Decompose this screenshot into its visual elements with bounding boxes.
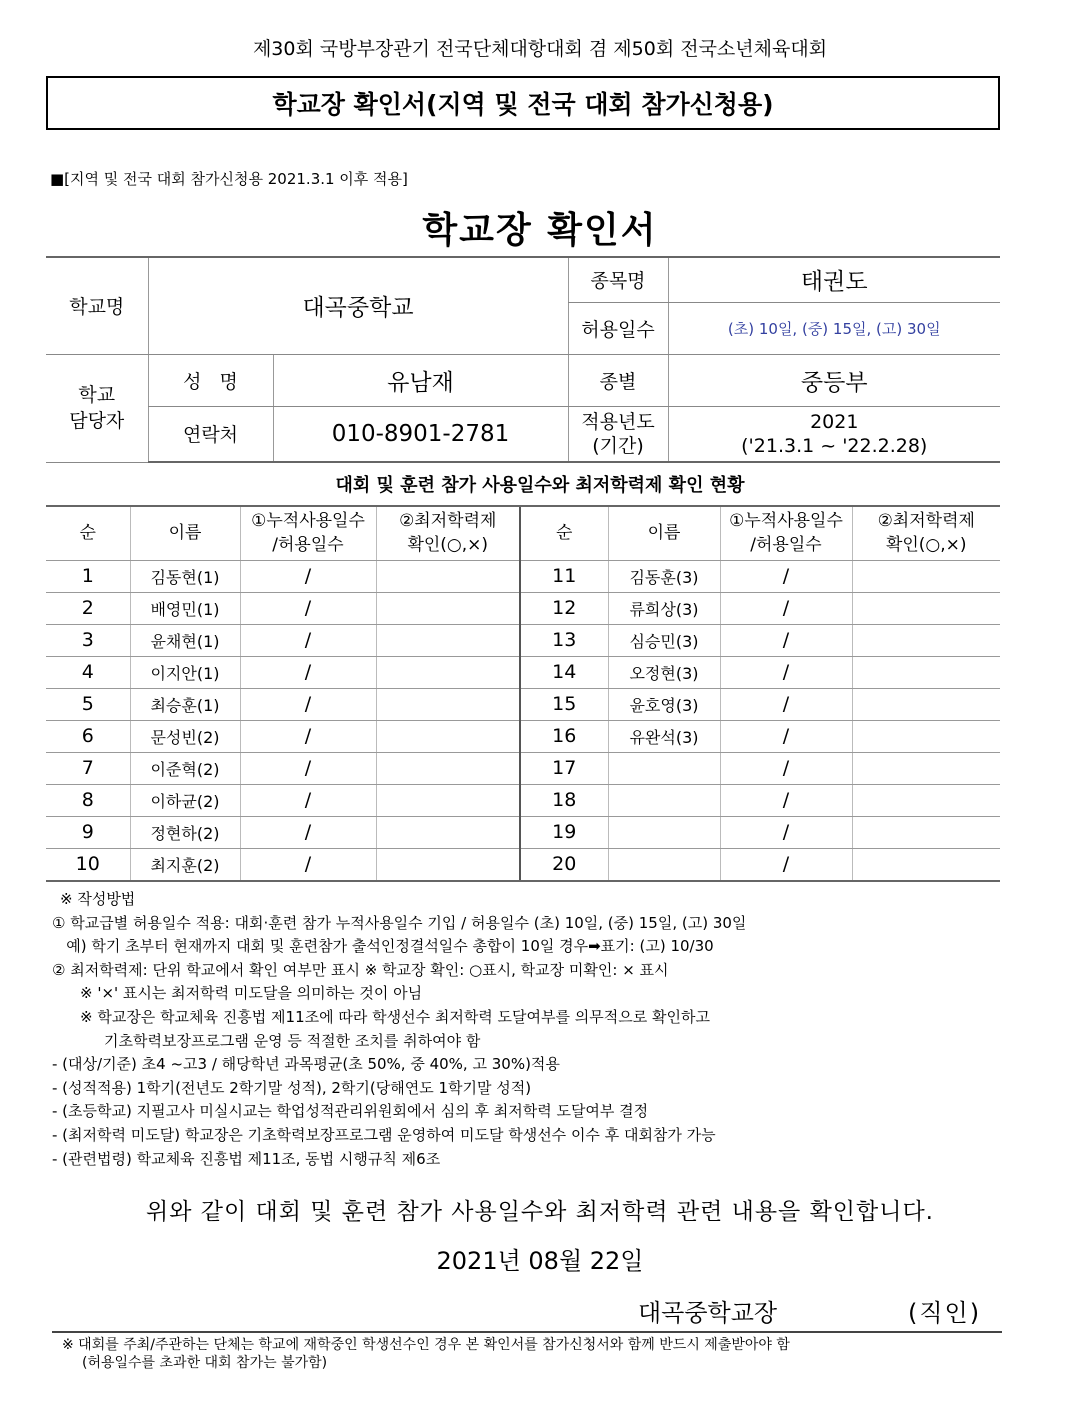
student-name-cell: 유완석(3): [608, 720, 720, 752]
table-row: [46, 816, 1000, 848]
info-table: [46, 256, 1000, 463]
grade-check-cell: [852, 848, 1000, 881]
grade-check-cell: [376, 656, 520, 688]
row-number-cell: 7: [46, 752, 130, 784]
allowed-days-label: 허용일수: [568, 302, 668, 354]
instruction-line: ② 최저학력제: 단위 학교에서 확인 여부만 표시 ※ 학교장 확인: ○표시, 학교장 미확인: × 표시: [52, 960, 669, 979]
student-name-cell: 이하균(2): [130, 784, 240, 816]
col-header-check: ②최저학력제 확인(○,×): [376, 506, 520, 560]
school-value: 대곡중학교: [148, 257, 568, 354]
event-line: 제30회 국방부장관기 전국단체대항대회 겸 제50회 전국소년체육대회: [252, 38, 828, 60]
days-used-cell: /: [720, 816, 852, 848]
days-used-cell: /: [720, 720, 852, 752]
instruction-line: ① 학교급별 허용일수 적용: 대회·훈련 참가 누적사용일수 기입 / 허용일수 (초) 10일, (중) 15일, (고) 30일: [52, 913, 747, 932]
days-used-cell: /: [240, 816, 376, 848]
row-number-cell: 3: [46, 624, 130, 656]
student-name-cell: [608, 816, 720, 848]
row-number-cell: 5: [46, 688, 130, 720]
row-number-cell: 6: [46, 720, 130, 752]
sport-label: 종목명: [568, 257, 668, 302]
instruction-line: - (성적적용) 1학기(전년도 2학기말 성적), 2학기(당해연도 1학기말 성적): [52, 1078, 532, 1097]
grade-check-cell: [376, 688, 520, 720]
col-header-days: ①누적사용일수 /허용일수: [240, 506, 376, 560]
student-name-cell: 김동현(1): [130, 560, 240, 592]
col-header-no: 순: [46, 506, 130, 560]
days-used-cell: /: [240, 720, 376, 752]
grade-check-cell: [852, 784, 1000, 816]
row-number-cell: 12: [520, 592, 608, 624]
student-name-cell: [608, 752, 720, 784]
instructions-heading: ※ 작성방법: [60, 890, 136, 908]
table-row: [46, 848, 1000, 881]
instruction-line: 기초학력보장프로그램 운영 등 적절한 조치를 취하여야 함: [104, 1031, 481, 1050]
row-number-cell: 15: [520, 688, 608, 720]
row-number-cell: 8: [46, 784, 130, 816]
days-used-cell: /: [240, 560, 376, 592]
grade-check-cell: [376, 752, 520, 784]
row-number-cell: 13: [520, 624, 608, 656]
grade-check-cell: [852, 688, 1000, 720]
row-number-cell: 4: [46, 656, 130, 688]
grade-check-cell: [852, 560, 1000, 592]
grade-check-cell: [852, 656, 1000, 688]
student-name-cell: 이지안(1): [130, 656, 240, 688]
contact-value: 010-8901-2781: [273, 406, 568, 462]
student-name-cell: 배영민(1): [130, 592, 240, 624]
issue-date: 2021년 08월 22일: [436, 1247, 644, 1275]
days-used-cell: /: [720, 624, 852, 656]
allowed-days-value: (초) 10일, (중) 15일, (고) 30일: [668, 302, 1000, 354]
row-number-cell: 19: [520, 816, 608, 848]
col-header-check: ②최저학력제 확인(○,×): [852, 506, 1000, 560]
division-label: 종별: [568, 354, 668, 406]
applied-note: ■[지역 및 전국 대회 참가신청용 2021.3.1 이후 적용]: [50, 170, 408, 188]
days-used-cell: /: [720, 688, 852, 720]
footer-note: [62, 1336, 1022, 1372]
seal-mark: (직인): [908, 1299, 982, 1327]
confirmation-statement: 위와 같이 대회 및 훈련 참가 사용일수와 최저학력 관련 내용을 확인합니다.: [146, 1199, 934, 1225]
table-row: [46, 784, 1000, 816]
grade-check-cell: [852, 816, 1000, 848]
table-row: [46, 592, 1000, 624]
manager-name-label: 성 명: [148, 354, 273, 406]
table-row: [46, 560, 1000, 592]
grade-check-cell: [376, 848, 520, 881]
student-name-cell: 최승훈(1): [130, 688, 240, 720]
school-label: 학교명: [46, 257, 148, 354]
days-used-cell: /: [240, 656, 376, 688]
manager-name-value: 유남재: [273, 354, 568, 406]
grade-check-cell: [852, 624, 1000, 656]
signer: 대곡중학교장: [638, 1299, 778, 1327]
grade-check-cell: [852, 592, 1000, 624]
days-used-cell: /: [720, 752, 852, 784]
days-used-cell: /: [720, 784, 852, 816]
document-title-box: [46, 76, 1000, 130]
row-number-cell: 11: [520, 560, 608, 592]
student-name-cell: 이준혁(2): [130, 752, 240, 784]
student-name-cell: 문성빈(2): [130, 720, 240, 752]
table-row: [46, 752, 1000, 784]
period-label: 적용년도 (기간): [568, 406, 668, 462]
student-name-cell: 류희상(3): [608, 592, 720, 624]
student-name-cell: 최지훈(2): [130, 848, 240, 881]
instructions: [52, 888, 1012, 1171]
instruction-line: - (최저학력 미도달) 학교장은 기초학력보장프로그램 운영하여 미도달 학생선수 이수 후 대회참가 가능: [52, 1125, 716, 1144]
table-row: [46, 688, 1000, 720]
grade-check-cell: [852, 752, 1000, 784]
row-number-cell: 20: [520, 848, 608, 881]
footer-line: (허용일수를 초과한 대회 참가는 불가함): [82, 1355, 328, 1371]
contact-label: 연락처: [148, 406, 273, 462]
row-number-cell: 10: [46, 848, 130, 881]
row-number-cell: 9: [46, 816, 130, 848]
days-used-cell: /: [720, 560, 852, 592]
days-used-cell: /: [240, 624, 376, 656]
main-title: 학교장 확인서: [422, 210, 658, 251]
instruction-line: - (대상/기준) 초4 ~고3 / 해당학년 과목평균(초 50%, 중 40%, 고 30%)적용: [52, 1055, 560, 1074]
grade-check-cell: [852, 720, 1000, 752]
instruction-line: ※ '×' 표시는 최저학력 미도달을 의미하는 것이 아님: [80, 984, 423, 1003]
col-header-days: ①누적사용일수 /허용일수: [720, 506, 852, 560]
col-header-name: 이름: [130, 506, 240, 560]
period-range: ('21.3.1 ~ '22.2.28): [741, 434, 928, 457]
manager-label: 학교 담당자: [46, 354, 148, 462]
row-number-cell: 16: [520, 720, 608, 752]
table-row: [46, 720, 1000, 752]
grade-check-cell: [376, 816, 520, 848]
days-used-cell: /: [240, 752, 376, 784]
period-value: [668, 406, 1000, 462]
col-header-no: 순: [520, 506, 608, 560]
document-title: 학교장 확인서(지역 및 전국 대회 참가신청용): [272, 90, 774, 119]
student-name-cell: 윤채현(1): [130, 624, 240, 656]
days-used-cell: /: [240, 592, 376, 624]
period-year: 2021: [810, 410, 859, 433]
student-name-cell: [608, 784, 720, 816]
roster-table: [46, 505, 1000, 882]
grade-check-cell: [376, 624, 520, 656]
instruction-line: ※ 학교장은 학교체육 진흥법 제11조에 따라 학생선수 최저학력 도달여부를 의무적으로 확인하고: [80, 1007, 710, 1026]
row-number-cell: 1: [46, 560, 130, 592]
row-number-cell: 17: [520, 752, 608, 784]
student-name-cell: 심승민(3): [608, 624, 720, 656]
footer-line: ※ 대회를 주최/주관하는 단체는 학교에 재학중인 학생선수인 경우 본 확인서를 참가신청서와 함께 반드시 제출받아야 함: [62, 1337, 790, 1353]
section-heading: 대회 및 훈련 참가 사용일수와 최저학력제 확인 현황: [335, 475, 745, 496]
student-name-cell: 정현하(2): [130, 816, 240, 848]
days-used-cell: /: [240, 848, 376, 881]
table-row: [46, 656, 1000, 688]
footer-divider: [52, 1331, 1002, 1333]
table-row: [46, 624, 1000, 656]
row-number-cell: 14: [520, 656, 608, 688]
student-name-cell: 윤호영(3): [608, 688, 720, 720]
student-name-cell: 김동훈(3): [608, 560, 720, 592]
sport-value: 태권도: [668, 257, 1000, 302]
instruction-line: - (관련법령) 학교체육 진흥법 제11조, 동법 시행규칙 제6조: [52, 1149, 441, 1168]
division-value: 중등부: [668, 354, 1000, 406]
instruction-line: - (초등학교) 지필고사 미실시교는 학업성적관리위원회에서 심의 후 최저학력 도달여부 결정: [52, 1102, 649, 1121]
grade-check-cell: [376, 592, 520, 624]
col-header-name: 이름: [608, 506, 720, 560]
days-used-cell: /: [720, 848, 852, 881]
row-number-cell: 2: [46, 592, 130, 624]
student-name-cell: [608, 848, 720, 881]
days-used-cell: /: [240, 688, 376, 720]
days-used-cell: /: [720, 656, 852, 688]
student-name-cell: 오정현(3): [608, 656, 720, 688]
roster-body: [46, 560, 1000, 881]
row-number-cell: 18: [520, 784, 608, 816]
grade-check-cell: [376, 720, 520, 752]
grade-check-cell: [376, 560, 520, 592]
instruction-line: 예) 학기 초부터 현재까지 대회 및 훈련참가 출석인정결석일수 총합이 10일 경우➡표기: (고) 10/30: [52, 937, 714, 956]
grade-check-cell: [376, 784, 520, 816]
days-used-cell: /: [720, 592, 852, 624]
days-used-cell: /: [240, 784, 376, 816]
